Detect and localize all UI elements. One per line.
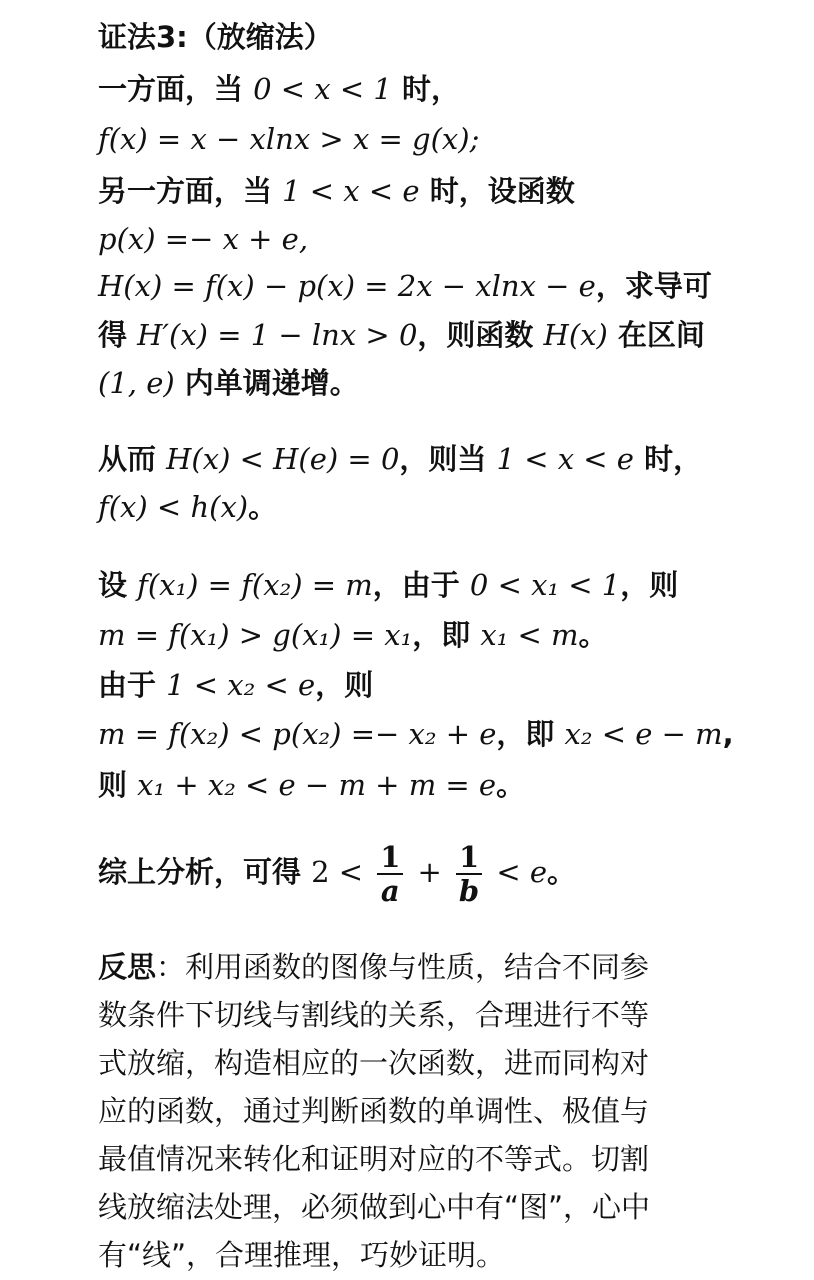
text: 一方面，当	[98, 72, 244, 106]
math: < e	[496, 855, 547, 889]
p4-line2	[98, 616, 774, 654]
math: H(x) < H(e) = 0	[166, 442, 400, 476]
math: 0 < x₁ < 1	[469, 568, 621, 602]
fraction-one-over-a	[377, 841, 403, 907]
math: (1, e)	[98, 366, 175, 400]
text: 得	[98, 318, 128, 352]
reflection-line-2: 数条件下切线与割线的关系，合理进行不等	[98, 998, 650, 1032]
math: m = f(x₁) > g(x₁) = x₁	[98, 618, 413, 652]
math: H′(x) = 1 − lnx > 0	[137, 318, 418, 352]
text: ，由于	[372, 568, 460, 602]
p4-line1	[98, 566, 774, 604]
text: ，则函数	[417, 318, 534, 352]
math: f(x) < h(x)	[98, 490, 249, 524]
text: 。	[547, 855, 577, 889]
fraction-one-over-b	[456, 841, 482, 907]
text: 时，	[401, 72, 460, 106]
text: 从而	[98, 442, 157, 476]
text: 。	[248, 490, 278, 524]
text: 在区间	[617, 318, 705, 352]
denominator: b	[458, 874, 480, 908]
p1-line2: f(x) = x − xlnx > x = g(x);	[98, 122, 480, 156]
reflection-line-6: 线放缩法处理，必须做到心中有“图”，心中	[98, 1190, 651, 1224]
math: 1 < x < e	[496, 442, 634, 476]
text: 则	[98, 768, 128, 802]
reflection-line-3: 式放缩，构造相应的一次函数，进而同构对	[98, 1046, 650, 1080]
text: 由于	[98, 668, 157, 702]
text: ，则	[315, 668, 374, 702]
math: 1 < x₂ < e	[166, 668, 316, 702]
text: 内单调递增。	[184, 366, 359, 400]
text: ，则	[620, 568, 679, 602]
text: 。	[578, 618, 608, 652]
p5-line	[98, 838, 774, 907]
math: x₂ < e − m	[564, 717, 723, 751]
text: 综上分析，可得	[98, 855, 302, 889]
text: ，求导可	[595, 269, 712, 303]
reflection-label: 反思	[98, 950, 157, 984]
math: H(x) = f(x) − p(x) = 2x − xlnx − e	[98, 269, 596, 303]
text: ，则当	[399, 442, 487, 476]
numerator: 1	[377, 841, 403, 875]
math: +	[417, 855, 442, 889]
text: ,	[722, 717, 734, 751]
p4-line5	[98, 766, 774, 804]
proof-heading: 证法3:（放缩法）	[98, 20, 333, 54]
math: m = f(x₂) < p(x₂) =− x₂ + e	[98, 717, 497, 751]
p2-line3	[98, 267, 774, 305]
denominator: a	[380, 874, 400, 908]
reflection-line-7: 有“线”，合理推理，巧妙证明。	[98, 1238, 506, 1272]
p2-line2: p(x) =− x + e,	[98, 222, 309, 256]
reflection-line-4: 应的函数，通过判断函数的单调性、极值与	[98, 1094, 650, 1128]
reflection-line-1	[98, 948, 774, 986]
p2-line1	[98, 172, 774, 210]
text: 时，	[644, 442, 703, 476]
p3-line1	[98, 440, 774, 478]
p2-line5	[98, 364, 774, 402]
math: 0 < x < 1	[253, 72, 392, 106]
text: ，即	[412, 618, 471, 652]
p4-line3	[98, 666, 774, 704]
p3-line2	[98, 488, 774, 526]
math: H(x)	[543, 318, 608, 352]
math: x₁ < m	[480, 618, 579, 652]
text: 另一方面，当	[98, 174, 273, 208]
math: x₁ + x₂ < e − m + m = e	[137, 768, 497, 802]
text: 。	[496, 768, 526, 802]
p1-line1	[98, 70, 774, 108]
text: 时，设函数	[429, 174, 575, 208]
p4-line4	[98, 715, 774, 753]
math: f(x₁) = f(x₂) = m	[137, 568, 373, 602]
text: ：利用函数的图像与性质，结合不同参	[156, 950, 650, 984]
text: ，即	[496, 717, 555, 751]
text: 设	[98, 568, 128, 602]
numerator: 1	[456, 841, 482, 875]
p2-line4	[98, 316, 774, 354]
math: 1 < x < e	[282, 174, 420, 208]
math: 2 <	[311, 855, 364, 889]
reflection-line-5: 最值情况来转化和证明对应的不等式。切割	[98, 1142, 650, 1176]
